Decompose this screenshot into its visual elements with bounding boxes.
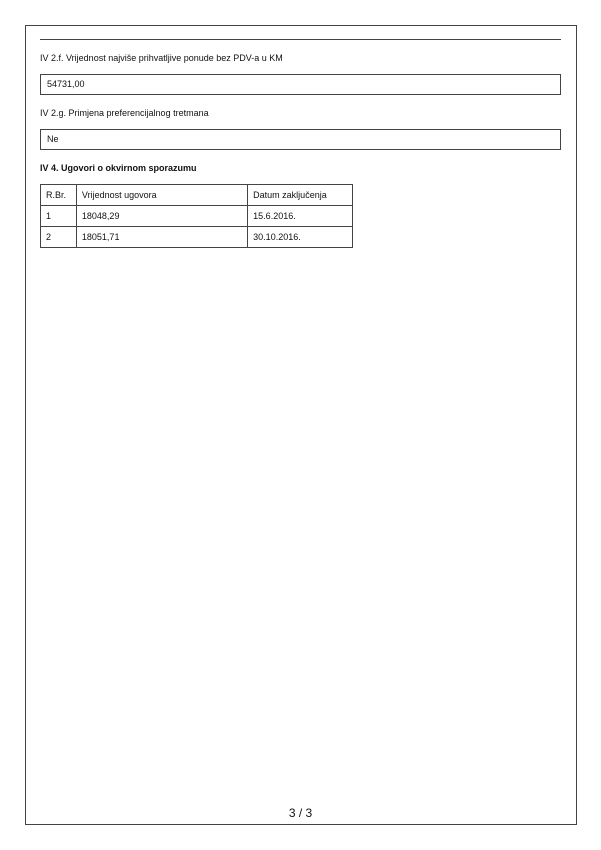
column-header-conclusion-date: Datum zaključenja — [248, 185, 353, 206]
row-number-cell: 1 — [41, 206, 77, 227]
preferential-treatment-value: Ne — [40, 129, 561, 150]
highest-offer-label: IV 2.f. Vrijednost najviše prihvatljive ponude bez PDV-a u KM — [40, 53, 283, 63]
framework-contracts-heading: IV 4. Ugovori o okvirnom sporazumu — [40, 163, 197, 173]
column-header-number: R.Br. — [41, 185, 77, 206]
preferential-treatment-label: IV 2.g. Primjena preferencijalnog tretmana — [40, 108, 209, 118]
table-row — [41, 227, 353, 248]
conclusion-date-cell: 30.10.2016. — [248, 227, 353, 248]
framework-contracts-table — [40, 184, 353, 248]
contract-value-cell: 18051,71 — [76, 227, 247, 248]
page-number: 3 / 3 — [288, 806, 313, 820]
row-number-cell: 2 — [41, 227, 77, 248]
conclusion-date-cell: 15.6.2016. — [248, 206, 353, 227]
table-header-row — [41, 185, 353, 206]
top-divider — [40, 39, 561, 40]
table-row — [41, 206, 353, 227]
highest-offer-value: 54731,00 — [40, 74, 561, 95]
column-header-contract-value: Vrijednost ugovora — [76, 185, 247, 206]
contract-value-cell: 18048,29 — [76, 206, 247, 227]
